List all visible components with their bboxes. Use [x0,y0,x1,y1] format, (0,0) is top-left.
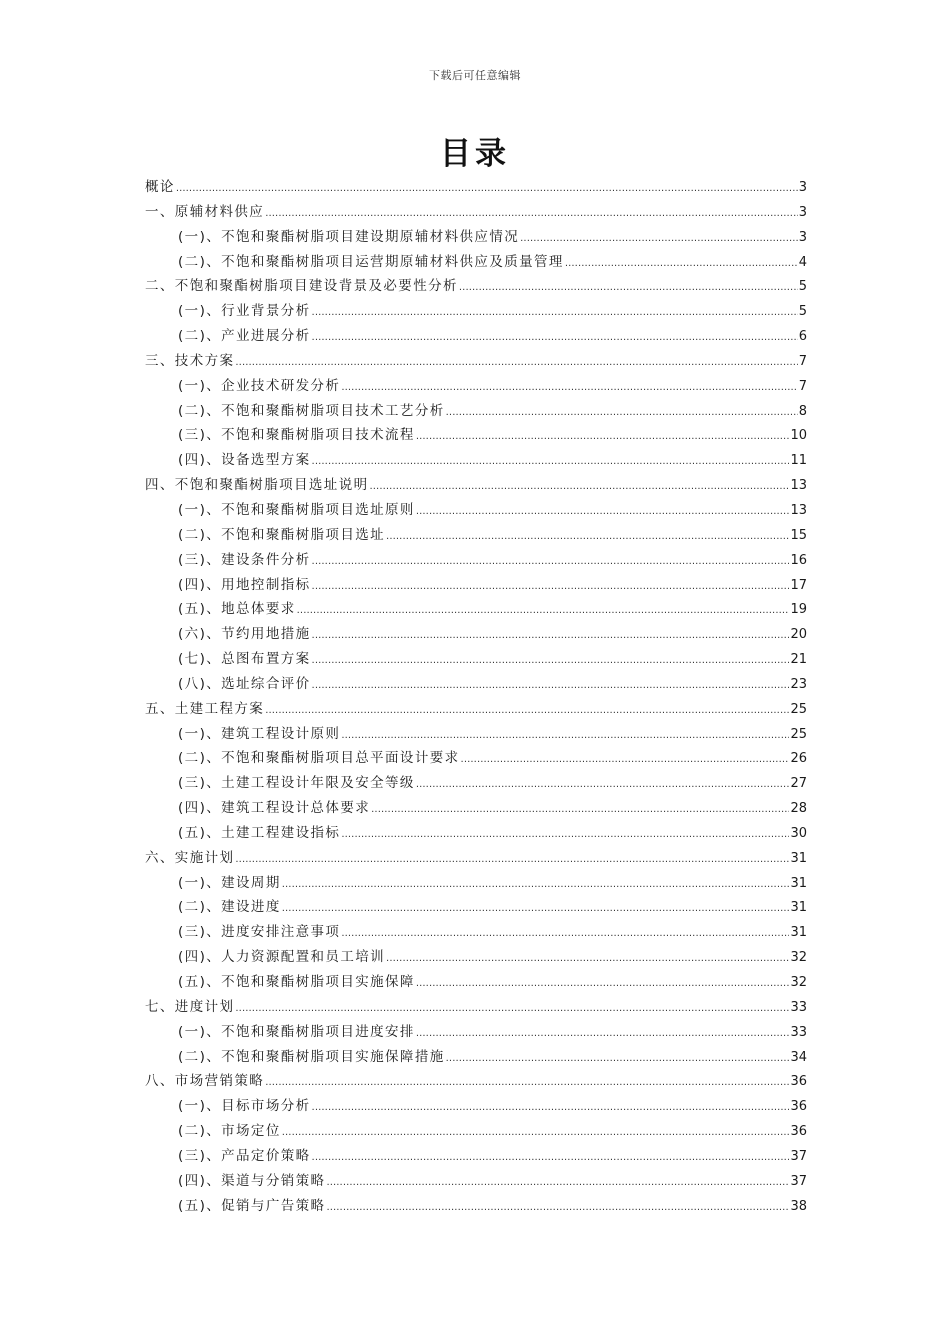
toc-entry-label: 三、技术方案 [145,352,235,369]
toc-entry-section[interactable] [145,796,807,821]
toc-entry-page-number: 25 [790,726,807,742]
toc-entry-page-number: 31 [790,900,807,916]
toc-entry-page-number: 3 [798,180,807,195]
toc-entry-page-number: 34 [790,1049,807,1065]
toc-entry-section[interactable] [145,423,807,448]
toc-entry-page-number: 36 [790,1099,807,1115]
toc-dot-leader [265,697,789,724]
toc-entry-label: (一)、不饱和聚酯树脂项目选址原则 [178,501,415,518]
toc-entry-page-number: 31 [790,875,807,891]
toc-entry-label: (八)、选址综合评价 [178,675,311,692]
toc-entry-label: (四)、设备选型方案 [178,452,311,469]
toc-entry-chapter[interactable] [145,1069,807,1094]
toc-entry-label: (二)、市场定位 [178,1123,281,1140]
toc-entry-label: (二)、不饱和聚酯树脂项目技术工艺分析 [178,402,445,419]
toc-dot-leader [312,573,790,600]
toc-entry-section[interactable] [145,1169,807,1194]
toc-dot-leader [312,299,798,326]
toc-entry-label: (七)、总图布置方案 [178,651,311,668]
toc-entry-label: (三)、土建工程设计年限及安全等级 [178,775,415,792]
toc-dot-leader [265,200,798,227]
toc-dot-leader [416,970,790,997]
toc-dot-leader [341,920,789,947]
toc-entry-page-number: 13 [790,502,807,518]
toc-entry-page-number: 38 [790,1198,807,1214]
toc-entry-page-number: 28 [790,801,807,817]
toc-entry-page-number: 15 [790,527,807,543]
toc-entry-label: (一)、建设周期 [178,874,281,891]
toc-dot-leader [312,622,790,649]
toc-entry-label: (四)、用地控制指标 [178,576,311,593]
toc-dot-leader [297,597,790,624]
toc-entry-section[interactable] [145,448,807,473]
toc-entry-section[interactable] [145,523,807,548]
toc-entry-label: (四)、人力资源配置和员工培训 [178,949,386,966]
toc-dot-leader [370,473,790,500]
toc-entry-section[interactable] [145,1045,807,1070]
toc-dot-leader [235,349,797,376]
toc-entry-label: (二)、不饱和聚酯树脂项目实施保障措施 [178,1048,445,1065]
toc-entry-page-number: 8 [798,403,807,419]
toc-dot-leader [282,895,790,922]
toc-entry-page-number: 5 [798,304,807,320]
toc-entry-page-number: 37 [790,1148,807,1164]
toc-entry-label: (三)、建设条件分析 [178,551,311,568]
toc-entry-page-number: 4 [798,254,807,270]
toc-entry-label: (一)、不饱和聚酯树脂项目进度安排 [178,1023,415,1040]
toc-entry-section[interactable] [145,970,807,995]
toc-entry-section[interactable] [145,945,807,970]
toc-entry-section[interactable] [145,374,807,399]
toc-entry-section[interactable] [145,622,807,647]
toc-dot-leader [371,796,789,823]
toc-entry-page-number: 32 [790,975,807,990]
toc-entry-label: (三)、进度安排注意事项 [178,924,341,941]
toc-dot-leader [312,324,798,351]
toc-entry-page-number: 3 [798,204,807,220]
toc-entry-page-number: 21 [790,652,807,668]
toc-entry-page-number: 13 [790,478,807,494]
toc-dot-leader [461,746,790,773]
toc-entry-section[interactable] [145,722,807,747]
toc-entry-section[interactable] [145,597,807,622]
toc-entry-section[interactable] [145,1119,807,1144]
toc-entry-label: (一)、不饱和聚酯树脂项目建设期原辅材料供应情况 [178,228,520,245]
toc-entry-label: (三)、产品定价策略 [178,1147,311,1164]
toc-dot-leader [312,672,790,699]
toc-entry-page-number: 16 [790,552,807,568]
toc-entry-section[interactable] [145,1020,807,1045]
toc-entry-label: (六)、节约用地措施 [178,626,311,643]
toc-entry-page-number: 5 [798,279,807,295]
toc-entry-page-number: 11 [790,453,807,469]
toc-entry-page-number: 3 [798,229,807,245]
toc-entry-chapter[interactable] [145,995,807,1020]
toc-entry-page-number: 7 [798,353,807,369]
toc-entry-page-number: 6 [798,329,807,345]
toc-entry-page-number: 30 [790,825,807,841]
toc-entry-section[interactable] [145,821,807,846]
toc-entry-section[interactable] [145,573,807,598]
toc-entry-label: (一)、行业背景分析 [178,303,311,320]
toc-entry-label: (四)、渠道与分销策略 [178,1172,326,1189]
toc-entry-label: (二)、不饱和聚酯树脂项目总平面设计要求 [178,750,460,767]
toc-dot-leader [282,871,790,898]
toc-entry-label: 概论 [145,179,175,195]
toc-entry-page-number: 33 [790,999,807,1015]
toc-entry-label: (二)、不饱和聚酯树脂项目选址 [178,526,386,543]
toc-entry-section[interactable] [145,1094,807,1119]
toc-entry-page-number: 32 [790,950,807,966]
toc-entry-page-number: 20 [790,627,807,643]
toc-dot-leader [416,423,790,450]
toc-entry-label: (一)、建筑工程设计原则 [178,725,341,742]
toc-entry-page-number: 7 [798,378,807,394]
toc-entry-section[interactable] [145,225,807,250]
toc-entry-section[interactable] [145,498,807,523]
toc-entry-chapter[interactable] [145,274,807,299]
toc-entry-section[interactable] [145,548,807,573]
toc-entry-label: (二)、产业进展分析 [178,328,311,345]
toc-entry-label: 五、土建工程方案 [145,700,265,717]
toc-entry-page-number: 36 [790,1074,807,1090]
toc-entry-label: 四、不饱和聚酯树脂项目选址说明 [145,477,369,494]
toc-entry-page-number: 26 [790,751,807,767]
toc-entry-label: 六、实施计划 [145,849,235,866]
toc-entry-page-number: 19 [790,602,807,618]
toc-dot-leader [312,548,790,575]
toc-entry-page-number: 23 [790,676,807,692]
toc-dot-leader [520,225,798,252]
toc-entry-label: 八、市场营销策略 [145,1073,265,1090]
toc-entry-page-number: 25 [790,701,807,717]
toc-entry-label: 一、原辅材料供应 [145,203,265,220]
toc-dot-leader [459,274,798,301]
toc-entry-section[interactable] [145,324,807,349]
toc-entry-section[interactable] [145,895,807,920]
toc-dot-leader [565,250,798,277]
toc-dot-leader [326,1169,789,1196]
toc-entry-label: (二)、建设进度 [178,899,281,916]
toc-entry-section[interactable] [145,647,807,672]
toc-dot-leader [416,1020,790,1047]
toc-entry-page-number: 27 [790,776,807,792]
toc-entry-label: (四)、建筑工程设计总体要求 [178,800,371,817]
toc-entry-section[interactable] [145,871,807,896]
toc-dot-leader [312,647,790,674]
toc-dot-leader [312,1144,790,1171]
toc-entry-page-number: 31 [790,925,807,941]
toc-dot-leader [341,374,797,401]
table-of-contents [145,175,807,1218]
toc-dot-leader [446,399,798,426]
toc-dot-leader [416,771,790,798]
toc-dot-leader [386,523,789,550]
toc-entry-page-number: 10 [790,428,807,444]
toc-dot-leader [341,821,789,848]
toc-entry-chapter[interactable] [145,846,807,871]
toc-dot-leader [265,1069,789,1096]
toc-entry-page-number: 31 [790,850,807,866]
toc-entry-page-number: 17 [790,577,807,593]
toc-dot-leader [176,175,798,202]
toc-entry-page-number: 36 [790,1124,807,1140]
toc-entry-label: (二)、不饱和聚酯树脂项目运营期原辅材料供应及质量管理 [178,253,564,270]
toc-entry-section[interactable] [145,299,807,324]
toc-entry-label: 七、进度计划 [145,998,235,1015]
toc-entry-label: 二、不饱和聚酯树脂项目建设背景及必要性分析 [145,278,458,295]
toc-dot-leader [341,722,789,749]
toc-entry-label: (一)、企业技术研发分析 [178,377,341,394]
toc-dot-leader [312,448,790,475]
toc-entry-section[interactable] [145,746,807,771]
toc-entry-section[interactable] [145,920,807,945]
toc-entry-chapter[interactable] [145,697,807,722]
toc-entry-section[interactable] [145,1144,807,1169]
toc-dot-leader [326,1194,789,1221]
toc-entry-page-number: 33 [790,1024,807,1040]
toc-entry-label: (五)、不饱和聚酯树脂项目实施保障 [178,974,415,990]
toc-dot-leader [312,1094,790,1121]
toc-dot-leader [235,846,789,873]
page-title: 目录 [440,136,510,172]
toc-dot-leader [282,1119,790,1146]
toc-entry-label: (一)、目标市场分析 [178,1098,311,1115]
toc-dot-leader [386,945,789,972]
toc-entry-label: (五)、促销与广告策略 [178,1197,326,1214]
toc-dot-leader [416,498,790,525]
toc-entry-section[interactable] [145,250,807,275]
toc-entry-chapter[interactable] [145,473,807,498]
toc-entry-page-number: 37 [790,1173,807,1189]
toc-entry-section[interactable] [145,1194,807,1219]
toc-dot-leader [446,1045,790,1072]
toc-entry-chapter[interactable] [145,200,807,225]
toc-entry-chapter[interactable] [145,349,807,374]
toc-entry-label: (三)、不饱和聚酯树脂项目技术流程 [178,427,415,444]
toc-entry-section[interactable] [145,672,807,697]
toc-entry-label: (五)、土建工程建设指标 [178,824,341,841]
toc-entry-section[interactable] [145,399,807,424]
header-note: 下载后可任意编辑 [429,69,521,82]
toc-dot-leader [235,995,789,1022]
toc-entry-chapter[interactable] [145,175,807,200]
toc-entry-section[interactable] [145,771,807,796]
toc-entry-label: (五)、地总体要求 [178,601,296,618]
